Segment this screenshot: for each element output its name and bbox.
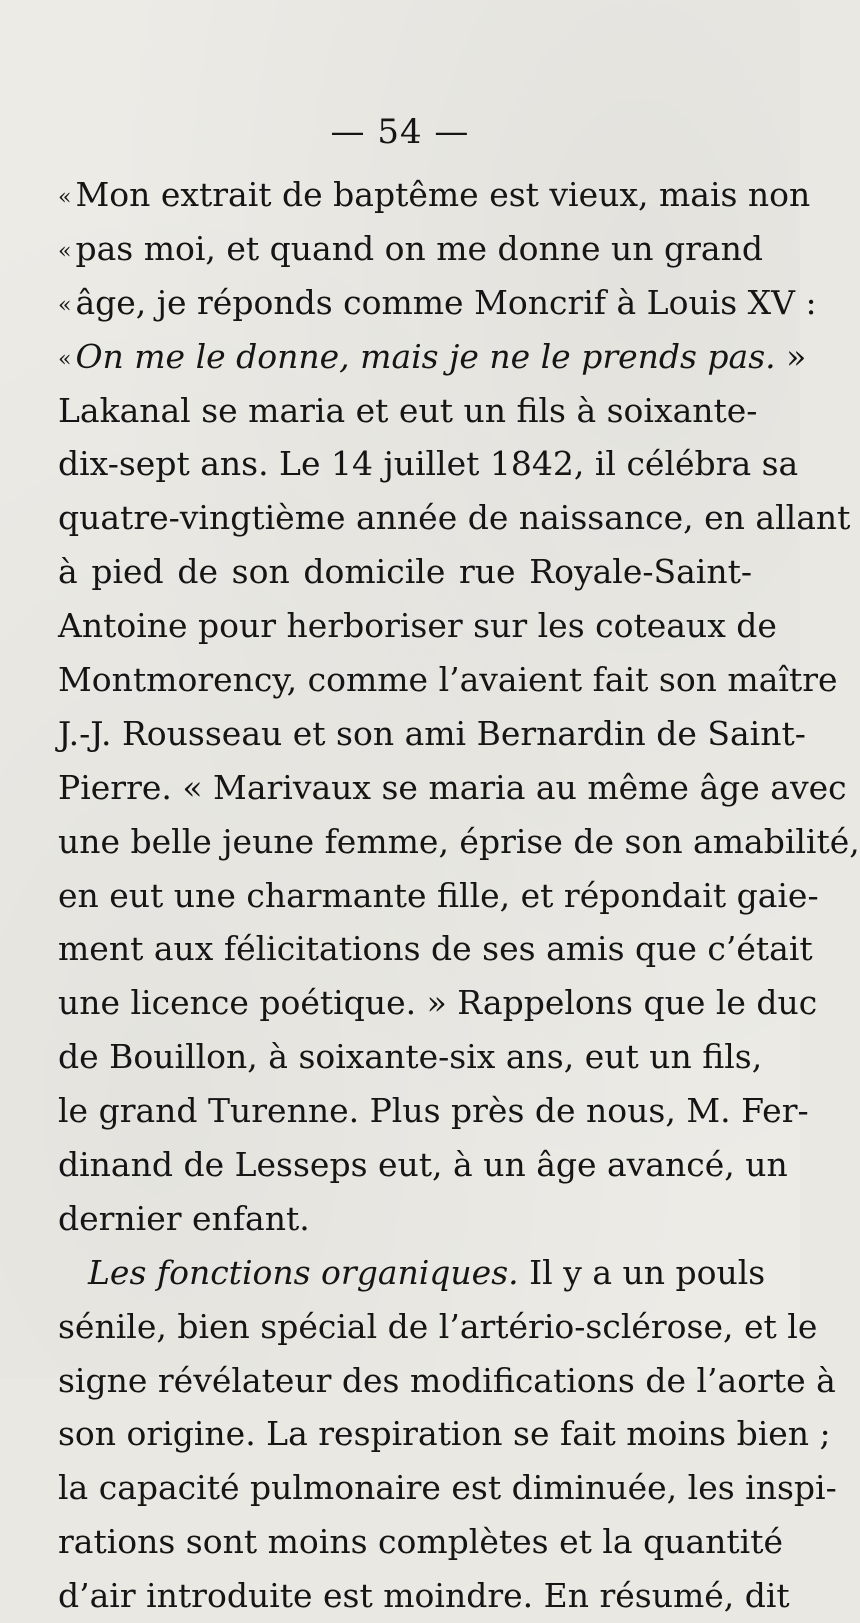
line-text: Pierre. « Marivaux se maria au même âge avec <box>58 767 847 807</box>
line-text: à pied de son domicile rue Royale-Saint- <box>58 552 752 592</box>
line-text: Il y a un pouls <box>518 1252 766 1292</box>
text-line <box>58 491 851 545</box>
line-text: rations sont moins complètes et la quantité <box>58 1522 783 1562</box>
text-line <box>58 1515 783 1569</box>
text-line <box>58 545 752 599</box>
text-line <box>58 1569 790 1623</box>
text-line <box>58 168 811 222</box>
closing-quote: » <box>775 336 807 376</box>
quote-mark: « <box>58 185 72 210</box>
text-line <box>58 276 817 330</box>
text-line <box>58 869 819 923</box>
text-line <box>58 1300 818 1354</box>
line-text: dernier enfant. <box>58 1198 310 1238</box>
text-line <box>58 1354 836 1408</box>
line-text: une belle jeune femme, éprise de son amabilité, <box>58 821 860 861</box>
line-text: quatre-vingtième année de naissance, en allant <box>58 498 851 538</box>
text-line <box>58 1407 831 1461</box>
line-text: Montmorency, comme l’avaient fait son maître <box>58 660 838 700</box>
text-line <box>58 761 847 815</box>
line-text: dix-sept ans. Le 14 juillet 1842, il célébra sa <box>58 444 799 484</box>
line-text: signe révélateur des modifications de l’aorte à <box>58 1360 836 1400</box>
text-line <box>58 707 806 761</box>
text-line <box>58 437 799 491</box>
page-number: — 54 — <box>330 112 470 152</box>
text-line <box>58 1192 752 1246</box>
line-text: Antoine pour herboriser sur les coteaux de <box>58 606 777 646</box>
text-line <box>58 922 813 976</box>
text-line <box>58 976 818 1030</box>
line-text: sénile, bien spécial de l’artério-sclérose, et le <box>58 1306 818 1346</box>
section-heading: Les fonctions organiques. <box>88 1252 519 1292</box>
quote-mark: « <box>58 346 72 372</box>
line-text: dinand de Lesseps eut, à un âge avancé, un <box>58 1145 788 1185</box>
line-text: Mon extrait de baptême est vieux, mais non <box>75 175 811 214</box>
line-text: son origine. La respiration se fait moins bien ; <box>58 1414 831 1454</box>
text-line <box>58 815 860 869</box>
line-text: une licence poétique. » Rappelons que le duc <box>58 983 818 1023</box>
line-text: pas moi, et quand on me donne un grand <box>75 228 763 268</box>
text-line <box>58 384 758 438</box>
line-text: ment aux félicitations de ses amis que c’était <box>58 929 813 969</box>
line-text: J.-J. Rousseau et son ami Bernardin de Saint- <box>58 713 806 753</box>
line-text: la capacité pulmonaire est diminuée, les inspi- <box>58 1468 837 1508</box>
line-text: Lakanal se maria et eut un fils à soixante- <box>58 390 758 430</box>
text-line <box>58 1138 788 1192</box>
line-text: en eut une charmante fille, et répondait gaie- <box>58 875 819 915</box>
line-text: d’air introduite est moindre. En résumé, dit <box>58 1576 790 1616</box>
quote-mark: « <box>58 238 72 264</box>
text-line <box>58 330 807 384</box>
text-line <box>58 599 777 653</box>
text-line <box>58 1246 766 1300</box>
line-text: de Bouillon, à soixante-six ans, eut un fils, <box>58 1037 763 1077</box>
italic-quotation: On me le donne, mais je ne le prends pas. <box>75 336 776 376</box>
text-line <box>58 1084 809 1138</box>
line-text: le grand Turenne. Plus près de nous, M. Fer- <box>58 1091 809 1131</box>
text-line <box>58 222 763 276</box>
line-text: âge, je réponds comme Moncrif à Louis XV : <box>75 282 817 322</box>
body-text <box>58 168 860 1623</box>
text-line <box>58 1461 837 1515</box>
text-line <box>58 1030 763 1084</box>
quote-mark: « <box>58 292 72 318</box>
text-line <box>58 653 838 707</box>
